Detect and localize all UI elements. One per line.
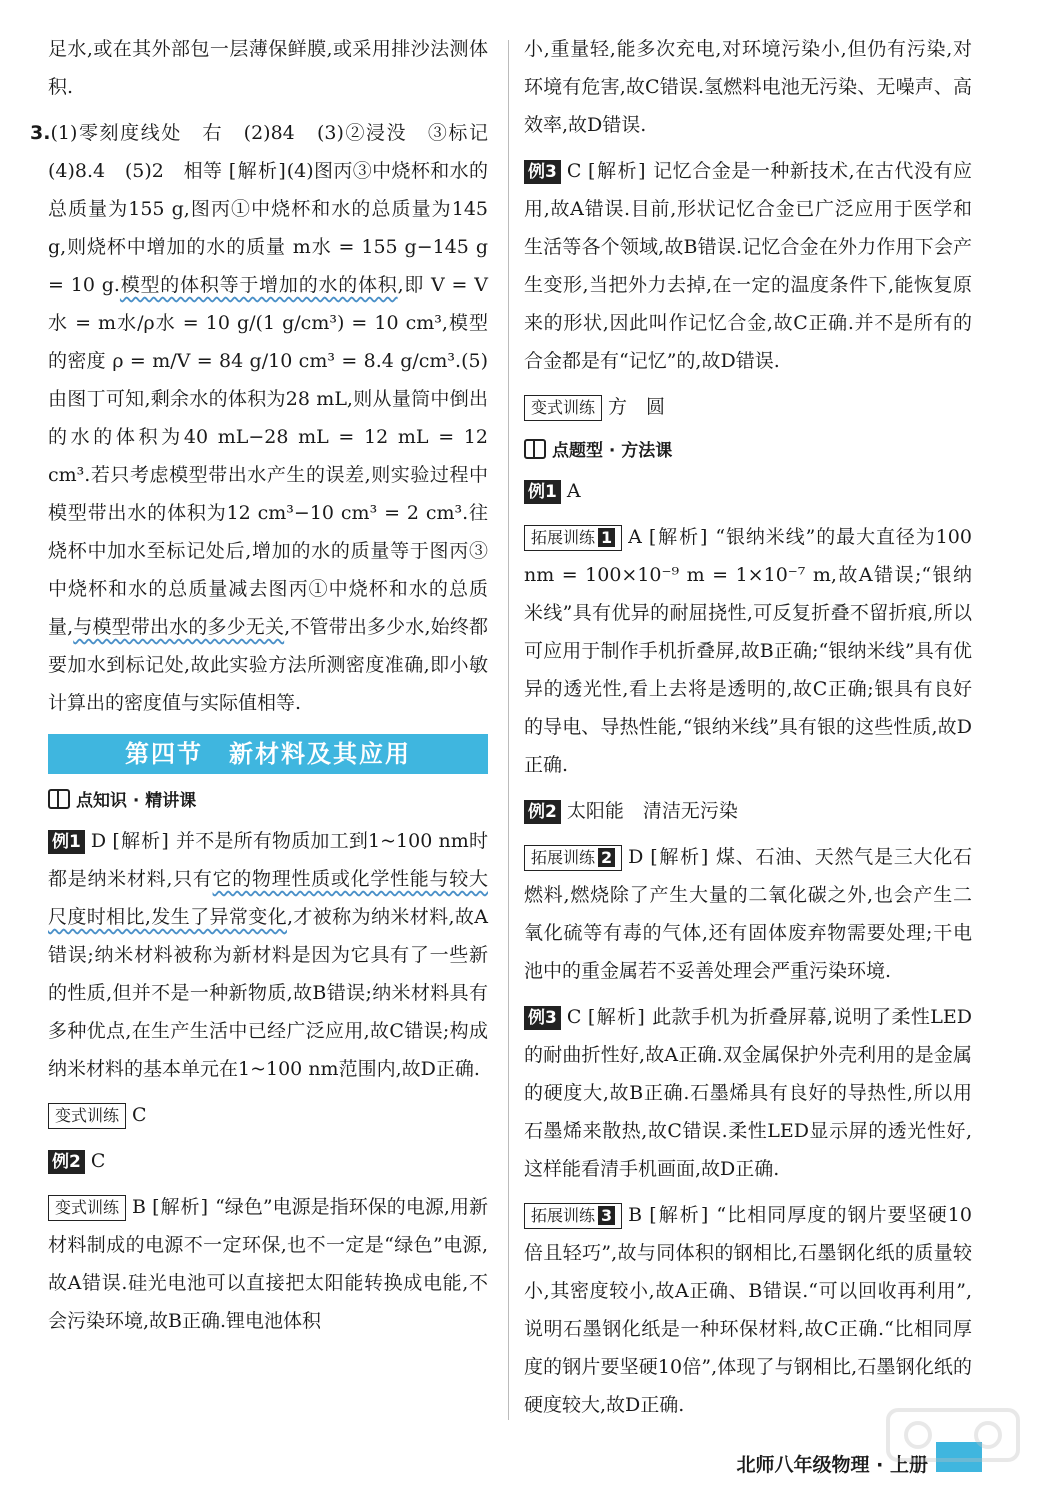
method-example-2	[524, 792, 972, 830]
extension-1-tag	[524, 525, 622, 551]
question-3-underline-2: 与模型带出水的多少无关	[73, 616, 285, 638]
method-example-3-tag: 例3	[524, 1006, 561, 1030]
method-example-3-analysis-tag: [解析]	[587, 1006, 646, 1028]
variant-2-text: “绿色”电源是指环保的电源,用新材料制成的电源不一定环保,也不一定是“绿色”电源,故A错误.硅光电池可以直接把太阳能转换成电能,不会污染环境,故B正确.锂电池体积	[48, 1196, 488, 1332]
example-1-answer: D	[90, 830, 107, 852]
example-2	[48, 1142, 488, 1180]
subhead-knowledge	[48, 784, 488, 818]
extension-1	[524, 518, 972, 784]
book-icon	[524, 439, 546, 459]
extension-2-tag-num: 2	[598, 848, 615, 867]
extension-3-answer: B	[628, 1204, 643, 1226]
method-example-3-answer: C	[566, 1006, 582, 1028]
example-3-answer: C	[566, 160, 582, 182]
subhead-method	[524, 434, 972, 468]
variant-3-answer: 方 圆	[608, 396, 666, 418]
variant-2-answer: B	[132, 1196, 146, 1218]
method-example-2-answer: 太阳能 清洁无污染	[566, 800, 738, 822]
question-3-text-c: ,即 V = V水 = m水/ρ水 = 10 g/(1 g/cm³) = 10 cm³,模型的密度 ρ = m/V = 84 g/10 cm³ = 8.4 g/cm³.(5)由图丁可知,剩余水的体积为28 mL,则从量筒中倒出的水的体积为40 mL−28 mL = 12 mL = 12 cm³.若只考虑模型带出水产生的误差,则实验过程中模型带出水的体积为12 cm³−10 cm³ = 2 cm³.往烧杯中加水至标记处后,增加的水的质量等于图丙③中烧杯和水的总质量减去图丙①中烧杯和水的总质量,	[48, 274, 488, 638]
example-3-analysis-tag: [解析]	[588, 160, 647, 182]
variant-3	[524, 388, 972, 426]
left-column	[30, 30, 508, 1348]
extension-3-tag-label: 拓展训练	[531, 1206, 596, 1225]
question-3	[30, 114, 508, 722]
example-1-underline: 它的物理性质或化学性能与较大尺度时相比,发生了异常变化	[48, 868, 488, 928]
extension-2-analysis-tag: [解析]	[650, 846, 710, 868]
section-title: 第四节 新材料及其应用	[48, 734, 488, 774]
question-3-analysis-tag: [解析]	[228, 160, 287, 182]
watermark-logo-icon	[878, 1400, 1028, 1490]
example-3	[524, 152, 972, 380]
variant-1-tag: 变式训练	[48, 1103, 126, 1129]
question-3-text-e: ,不管带出多少水,始终都要加水到标记处,故此实验方法所测密度准确,即小敏计算出的密度值与实际值相等.	[48, 616, 488, 714]
method-example-1-tag: 例1	[524, 480, 561, 504]
extension-2-text: 煤、石油、天然气是三大化石燃料,燃烧除了产生大量的二氧化碳之外,也会产生二氧化硫等有毒的气体,还有固体废弃物需要处理;干电池中的重金属若不妥善处理会严重污染环境.	[524, 846, 972, 982]
variant-2-analysis-tag: [解析]	[152, 1196, 209, 1218]
variant-3-tag: 变式训练	[524, 395, 602, 421]
question-3-number: 3.	[30, 122, 51, 144]
example-2-answer: C	[90, 1150, 106, 1172]
example-1-analysis-tag: [解析]	[112, 830, 170, 852]
variant-2-tag: 变式训练	[48, 1195, 126, 1221]
variant-1-answer: C	[132, 1104, 147, 1126]
example-3-text: 记忆合金是一种新技术,在古代没有应用,故A错误.目前,形状记忆合金已广泛应用于医学和生活等各个领域,故B错误.记忆合金在外力作用下会产生变形,当把外力去掉,在一定的温度条件下,能恢复原来的形状,因此叫作记忆合金,故C正确.并不是所有的合金都是有“记忆”的,故D错误.	[524, 160, 973, 372]
extension-1-text: “银纳米线”的最大直径为100 nm = 100×10⁻⁹ m = 1×10⁻⁷ m,故A错误;“银纳米线”具有优异的耐屈挠性,可反复折叠不留折痕,所以可应用于制作手机折叠屏,故B正确;“银纳米线”具有优异的透光性,看上去将是透明的,故C正确;银具有良好的导电、导热性能,“银纳米线”具有银的这些性质,故D正确.	[524, 526, 972, 776]
example-1-text-b: ,才被称为纳米材料,故A错误;纳米材料被称为新材料是因为它具有了一些新的性质,但并不是一种新物质,故B错误;纳米材料具有多种优点,在生产生活中已经广泛应用,故C错误;构成纳米材料的基本单元在1~100 nm范围内,故D正确.	[48, 906, 488, 1080]
extension-1-analysis-tag: [解析]	[648, 526, 709, 548]
column-divider	[508, 40, 509, 1420]
footer-book-title: 北师八年级物理 · 上册	[736, 1454, 928, 1476]
extension-3-tag	[524, 1203, 622, 1229]
example-3-tag: 例3	[524, 160, 561, 184]
question-3-underline-1: 模型的体积等于增加的水的体积	[119, 274, 398, 296]
extension-2	[524, 838, 972, 990]
subhead-knowledge-text: 点知识 · 精讲课	[76, 791, 197, 811]
variant-2	[48, 1188, 488, 1340]
extension-2-tag-label: 拓展训练	[531, 848, 596, 867]
question-3-text-a: (4)图丙③中烧杯和水的总质量为155 g,图丙①中烧杯和水的总质量为145 g,则烧杯中增加的水的质量 m水 = 155 g−145 g = 10 g.	[48, 160, 489, 296]
method-example-1	[524, 472, 972, 510]
book-icon	[48, 789, 70, 809]
extension-1-tag-num: 1	[598, 528, 615, 547]
extension-3-text: “比相同厚度的钢片要坚硬10倍且轻巧”,故与同体积的钢相比,石墨钢化纸的质量较小,其密度较小,故A正确、B错误.“可以回收再利用”,说明石墨钢化纸是一种环保材料,故C正确.“比相同厚度的钢片要坚硬10倍”,体现了与钢相比,石墨钢化纸的硬度较大,故D正确.	[524, 1204, 972, 1416]
example-1-tag: 例1	[48, 830, 85, 854]
method-example-3	[524, 998, 972, 1188]
right-p1: 小,重量轻,能多次充电,对环境污染小,但仍有污染,对环境有危害,故C错误.氢燃料电池无污染、无噪声、高效率,故D错误.	[524, 38, 972, 136]
example-1-text-a: 并不是所有物质加工到1~100 nm时都是纳米材料,只有	[48, 830, 488, 890]
variant-1	[48, 1096, 488, 1134]
extension-3	[524, 1196, 972, 1424]
subhead-method-text: 点题型 · 方法课	[552, 441, 673, 461]
method-example-3-text: 此款手机为折叠屏幕,说明了柔性LED的耐曲折性好,故A正确.双金属保护外壳利用的是金属的硬度大,故B正确.石墨烯具有良好的导热性,所以用石墨烯来散热,故C错误.柔性LED显示屏的透光性好,这样能看清手机画面,故D正确.	[524, 1006, 972, 1180]
method-example-2-tag: 例2	[524, 800, 561, 824]
extension-3-tag-num: 3	[598, 1206, 615, 1225]
left-p1: 足水,或在其外部包一层薄保鲜膜,或采用排沙法测体积.	[48, 38, 488, 98]
extension-2-answer: D	[628, 846, 644, 868]
right-column	[524, 30, 972, 1432]
extension-2-tag	[524, 845, 622, 871]
extension-1-tag-label: 拓展训练	[531, 528, 596, 547]
method-example-1-answer: A	[566, 480, 581, 502]
example-2-tag: 例2	[48, 1150, 85, 1174]
extension-1-answer: A	[628, 526, 642, 548]
example-1	[48, 822, 488, 1088]
question-3-answer: (1)零刻度线处 右 (2)84 (3)②浸没 ③标记 (4)8.4 (5)2 相等	[48, 122, 508, 182]
extension-3-analysis-tag: [解析]	[649, 1204, 710, 1226]
